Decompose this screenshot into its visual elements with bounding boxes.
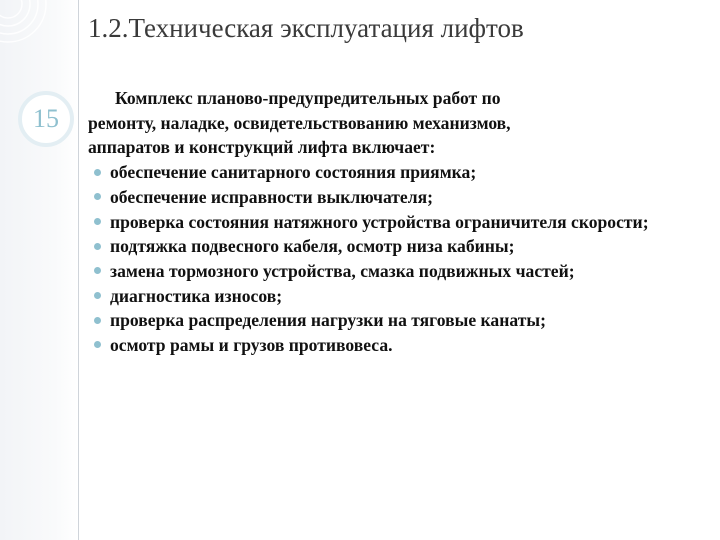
list-item-text: проверка состояния натяжного устройства ограничителя скорости; (110, 211, 649, 232)
bullet-dot-icon (94, 218, 101, 225)
slide-title: 1.2.Техническая эксплуатация лифтов (88, 13, 524, 43)
corner-rings-decoration (0, 0, 78, 90)
list-item (88, 210, 712, 235)
intro-line: ремонту, наладке, освидетельствованию механизмов, (88, 112, 511, 133)
vertical-divider (78, 0, 79, 540)
bullet-dot-icon (94, 193, 101, 200)
bullet-list (88, 160, 712, 358)
list-item (88, 234, 712, 259)
list-item-text: замена тормозного устройства, смазка подвижных частей; (110, 260, 575, 281)
slide-number: 15 (33, 104, 59, 133)
bullet-dot-icon (94, 317, 101, 324)
slide-number-badge (18, 91, 74, 147)
list-item (88, 160, 712, 185)
list-item-text: подтяжка подвесного кабеля, осмотр низа кабины; (110, 236, 515, 257)
list-item-text: диагностика износов; (110, 285, 283, 306)
bullet-dot-icon (94, 341, 101, 348)
list-item (88, 308, 712, 333)
intro-line: Комплекс планово-предупредительных работ по (115, 88, 501, 108)
list-item (88, 333, 712, 358)
list-item (88, 284, 712, 309)
list-item-text: осмотр рамы и грузов противовеса. (110, 335, 393, 356)
bullet-dot-icon (94, 243, 101, 250)
slide-body (88, 86, 712, 358)
bullet-dot-icon (94, 292, 101, 299)
list-item (88, 259, 712, 284)
list-item (88, 185, 712, 210)
bullet-dot-icon (94, 267, 101, 274)
bullet-dot-icon (94, 169, 101, 176)
list-item-text: обеспечение санитарного состояния приямка; (110, 162, 477, 183)
intro-line: аппаратов и конструкций лифта включает: (88, 137, 436, 158)
list-item-text: проверка распределения нагрузки на тяговые канаты; (110, 310, 546, 331)
intro-paragraph (88, 86, 712, 160)
list-item-text: обеспечение исправности выключателя; (110, 186, 433, 207)
